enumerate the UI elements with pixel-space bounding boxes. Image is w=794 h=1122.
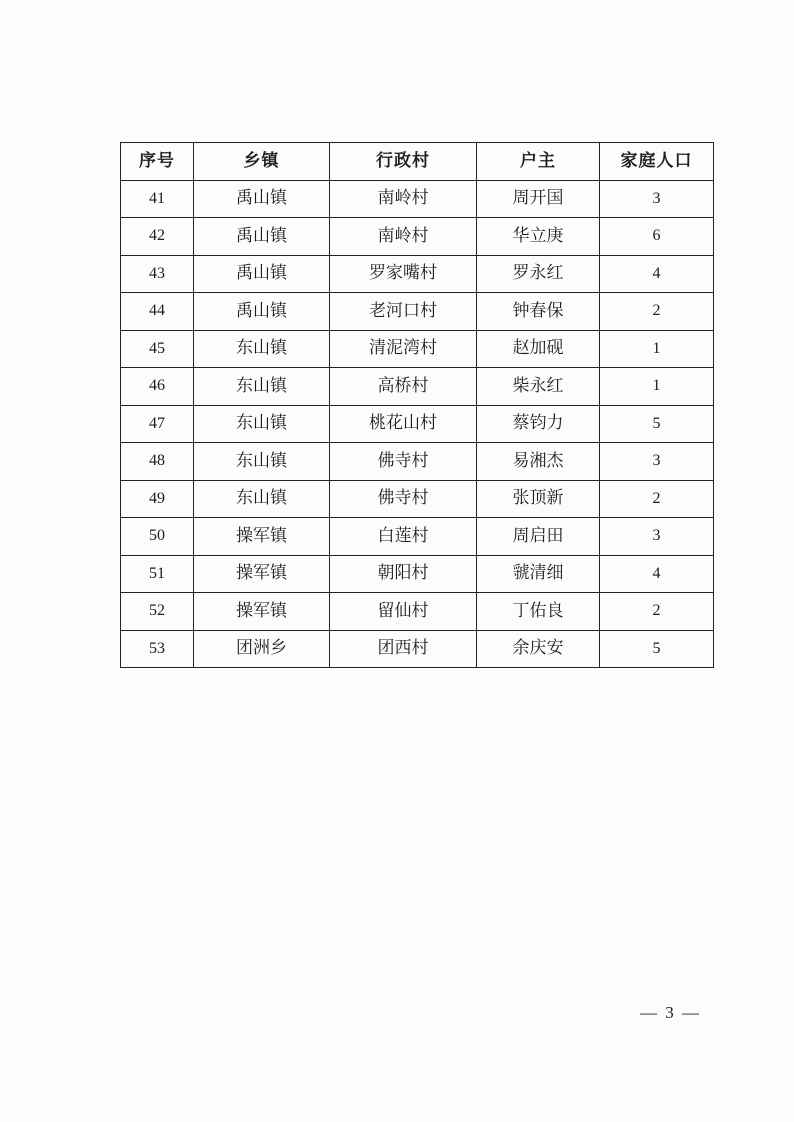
cell-township: 操军镇 [194, 518, 330, 556]
cell-township: 东山镇 [194, 330, 330, 368]
cell-township: 操军镇 [194, 555, 330, 593]
cell-family-size: 5 [600, 630, 714, 668]
cell-household-head: 张顶新 [477, 480, 600, 518]
cell-family-size: 3 [600, 180, 714, 218]
cell-township: 团洲乡 [194, 630, 330, 668]
cell-family-size: 6 [600, 218, 714, 256]
cell-serial-number: 41 [121, 180, 194, 218]
cell-household-head: 钟春保 [477, 293, 600, 331]
table-row [121, 293, 714, 331]
cell-village: 留仙村 [330, 593, 477, 631]
table-row [121, 630, 714, 668]
table-row [121, 255, 714, 293]
cell-serial-number: 46 [121, 368, 194, 406]
cell-household-head: 周开国 [477, 180, 600, 218]
cell-village: 老河口村 [330, 293, 477, 331]
cell-household-head: 华立庚 [477, 218, 600, 256]
cell-family-size: 2 [600, 480, 714, 518]
cell-village: 白莲村 [330, 518, 477, 556]
cell-family-size: 1 [600, 368, 714, 406]
cell-serial-number: 42 [121, 218, 194, 256]
table-row [121, 555, 714, 593]
header-row [121, 143, 714, 181]
cell-household-head: 柴永红 [477, 368, 600, 406]
table-row [121, 405, 714, 443]
cell-village: 桃花山村 [330, 405, 477, 443]
table-header [121, 143, 714, 181]
table-row [121, 180, 714, 218]
household-table [120, 142, 714, 668]
cell-family-size: 4 [600, 255, 714, 293]
header-village: 行政村 [330, 143, 477, 181]
cell-township: 东山镇 [194, 480, 330, 518]
table-row [121, 518, 714, 556]
cell-serial-number: 45 [121, 330, 194, 368]
cell-family-size: 3 [600, 518, 714, 556]
table-row [121, 480, 714, 518]
cell-household-head: 罗永红 [477, 255, 600, 293]
cell-serial-number: 44 [121, 293, 194, 331]
cell-township: 东山镇 [194, 443, 330, 481]
cell-household-head: 虢清细 [477, 555, 600, 593]
cell-village: 南岭村 [330, 180, 477, 218]
cell-serial-number: 49 [121, 480, 194, 518]
cell-village: 佛寺村 [330, 443, 477, 481]
cell-serial-number: 43 [121, 255, 194, 293]
cell-township: 禹山镇 [194, 293, 330, 331]
cell-household-head: 丁佑良 [477, 593, 600, 631]
cell-household-head: 蔡钧力 [477, 405, 600, 443]
cell-village: 高桥村 [330, 368, 477, 406]
cell-village: 团西村 [330, 630, 477, 668]
table-body [121, 180, 714, 668]
cell-family-size: 2 [600, 593, 714, 631]
cell-village: 佛寺村 [330, 480, 477, 518]
cell-family-size: 3 [600, 443, 714, 481]
cell-serial-number: 50 [121, 518, 194, 556]
table-row [121, 330, 714, 368]
cell-family-size: 1 [600, 330, 714, 368]
header-township: 乡镇 [194, 143, 330, 181]
cell-family-size: 2 [600, 293, 714, 331]
header-family-size: 家庭人口 [600, 143, 714, 181]
table-row [121, 593, 714, 631]
cell-household-head: 周启田 [477, 518, 600, 556]
cell-village: 清泥湾村 [330, 330, 477, 368]
cell-township: 操军镇 [194, 593, 330, 631]
cell-serial-number: 48 [121, 443, 194, 481]
cell-village: 朝阳村 [330, 555, 477, 593]
table-row [121, 443, 714, 481]
cell-township: 禹山镇 [194, 255, 330, 293]
cell-township: 禹山镇 [194, 180, 330, 218]
header-household-head: 户主 [477, 143, 600, 181]
cell-family-size: 5 [600, 405, 714, 443]
header-serial-number: 序号 [121, 143, 194, 181]
cell-serial-number: 52 [121, 593, 194, 631]
cell-village: 南岭村 [330, 218, 477, 256]
cell-household-head: 易湘杰 [477, 443, 600, 481]
cell-village: 罗家嘴村 [330, 255, 477, 293]
cell-township: 禹山镇 [194, 218, 330, 256]
page-number: — 3 — [640, 1003, 701, 1022]
cell-serial-number: 51 [121, 555, 194, 593]
cell-household-head: 余庆安 [477, 630, 600, 668]
table-row [121, 218, 714, 256]
cell-township: 东山镇 [194, 368, 330, 406]
cell-family-size: 4 [600, 555, 714, 593]
cell-township: 东山镇 [194, 405, 330, 443]
table-row [121, 368, 714, 406]
cell-serial-number: 53 [121, 630, 194, 668]
cell-serial-number: 47 [121, 405, 194, 443]
cell-household-head: 赵加砚 [477, 330, 600, 368]
